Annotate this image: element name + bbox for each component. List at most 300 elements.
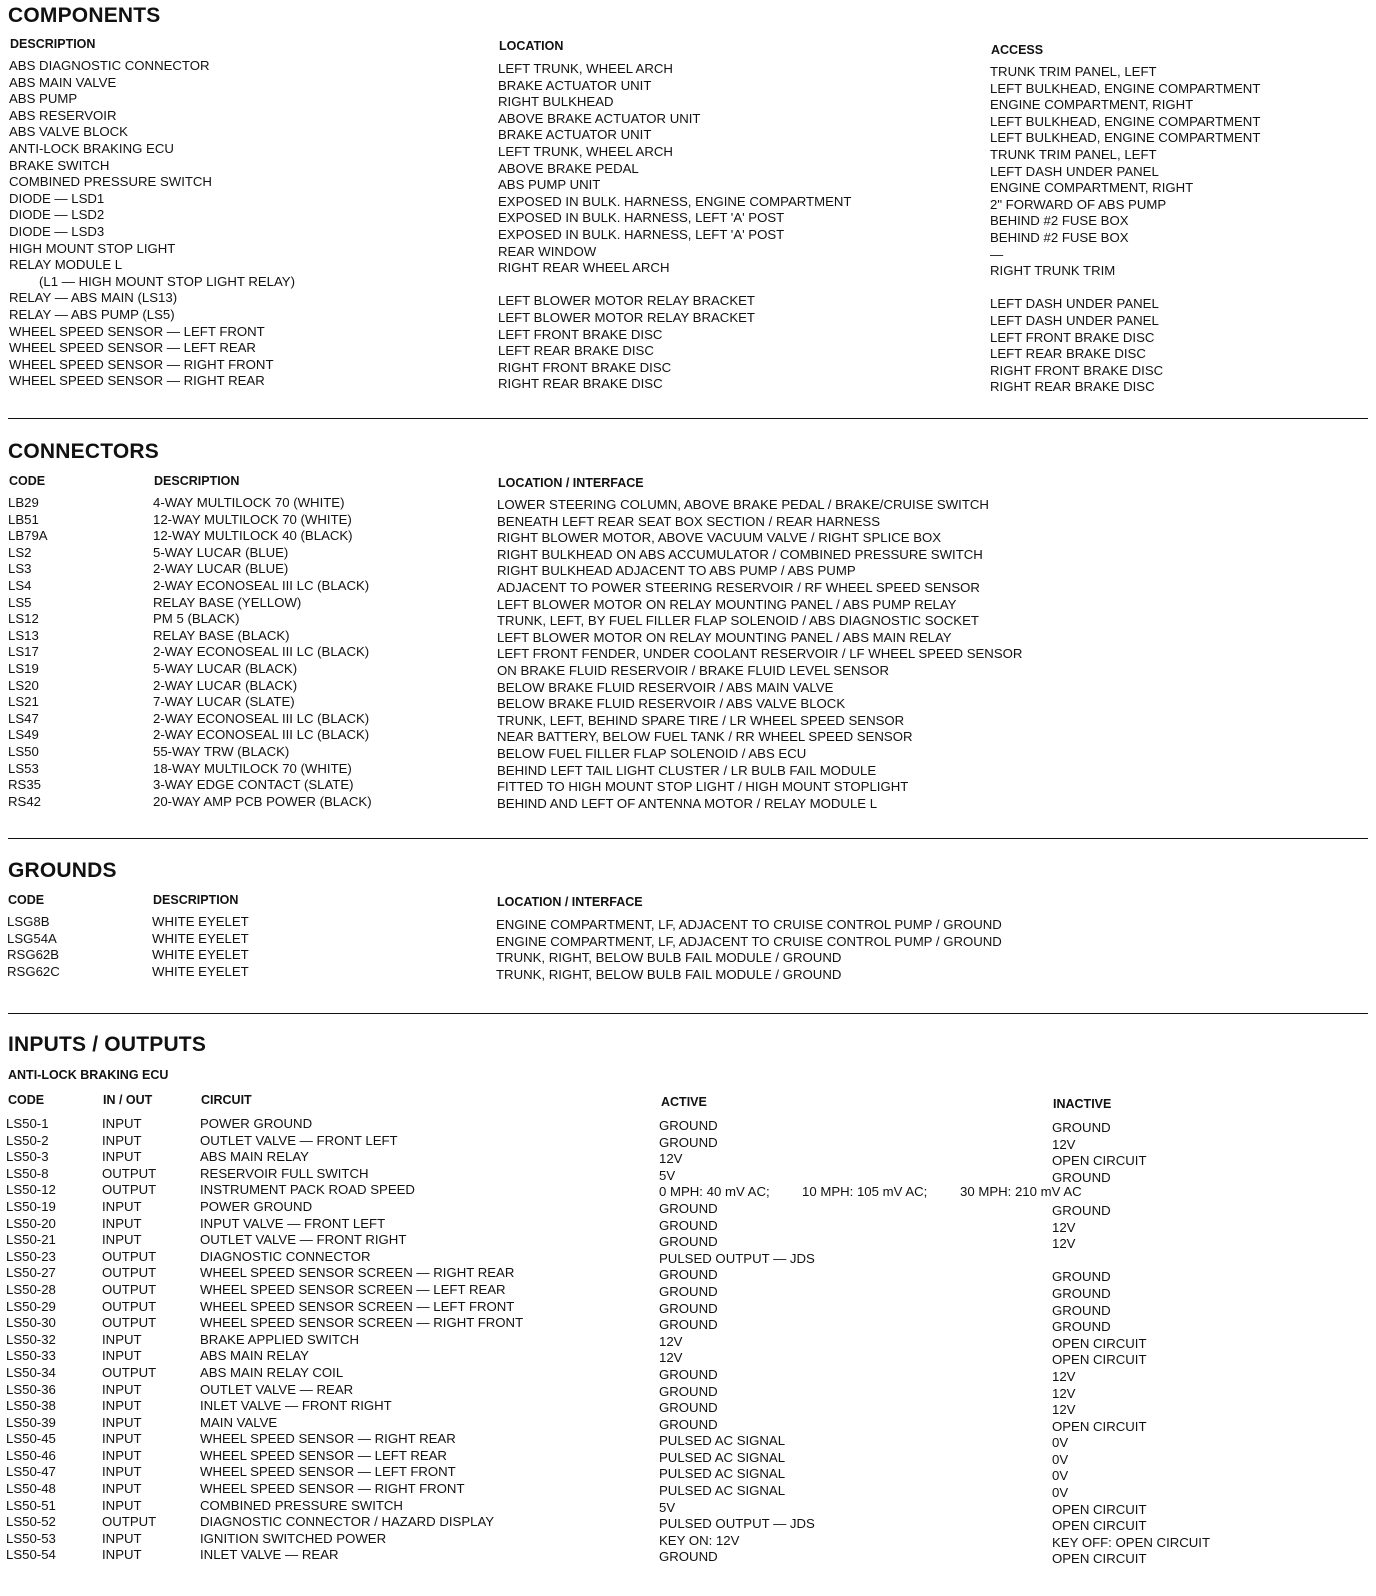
cell: LS17 xyxy=(8,644,39,660)
cell: TRUNK, RIGHT, BELOW BULB FAIL MODULE / GROUND xyxy=(496,966,842,982)
cell: RIGHT REAR WHEEL ARCH xyxy=(498,260,670,276)
cell: ABOVE BRAKE PEDAL xyxy=(498,160,639,176)
cell: 12V xyxy=(1052,1236,1076,1252)
cell: LS2 xyxy=(8,544,32,560)
cell: TRUNK, LEFT, BEHIND SPARE TIRE / LR WHEEL SPEED SENSOR xyxy=(497,712,905,728)
cell: OPEN CIRCUIT xyxy=(1052,1418,1147,1434)
cell: LEFT FRONT BRAKE DISC xyxy=(498,326,663,342)
cell: 0V xyxy=(1052,1451,1069,1467)
cell: PULSED OUTPUT — JDS xyxy=(659,1250,815,1266)
cell: 20-WAY AMP PCB POWER (BLACK) xyxy=(153,793,372,809)
cell: WHEEL SPEED SENSOR — LEFT FRONT xyxy=(200,1464,456,1480)
cell: RIGHT TRUNK TRIM xyxy=(990,263,1116,279)
cell: OPEN CIRCUIT xyxy=(1052,1335,1147,1351)
cell: POWER GROUND xyxy=(200,1198,313,1214)
cell: PULSED AC SIGNAL xyxy=(659,1433,786,1449)
cell: IGNITION SWITCHED POWER xyxy=(200,1530,387,1546)
cell: OPEN CIRCUIT xyxy=(1052,1518,1147,1534)
cell: LS50-23 xyxy=(6,1248,56,1264)
cell: INLET VALVE — FRONT RIGHT xyxy=(200,1398,392,1414)
cell: 12V xyxy=(1052,1368,1076,1384)
cell: 3-WAY EDGE CONTACT (SLATE) xyxy=(153,777,354,793)
cell: TRUNK TRIM PANEL, LEFT xyxy=(990,64,1157,79)
cell: LS3 xyxy=(8,561,32,577)
io-active-header: ACTIVE xyxy=(661,1095,707,1109)
cell: LEFT DASH UNDER PANEL xyxy=(990,296,1159,312)
cell: GROUND xyxy=(1052,1169,1111,1185)
cell: LEFT FRONT BRAKE DISC xyxy=(990,329,1155,345)
cell: PULSED AC SIGNAL xyxy=(659,1466,786,1482)
cell: 12V xyxy=(1052,1136,1076,1152)
cell: LS50-53 xyxy=(6,1530,56,1546)
cell: KEY OFF: OPEN CIRCUIT xyxy=(1052,1534,1211,1550)
cell: LS50-28 xyxy=(6,1281,56,1297)
cell: HIGH MOUNT STOP LIGHT xyxy=(9,240,176,256)
grounds-description-column xyxy=(152,914,249,980)
cell: FITTED TO HIGH MOUNT STOP LIGHT / HIGH MOUNT STOPLIGHT xyxy=(497,779,909,795)
cell: LEFT BLOWER MOTOR RELAY BRACKET xyxy=(498,293,755,309)
cell: 5V xyxy=(659,1499,676,1515)
cell: RS42 xyxy=(8,793,41,809)
connectors-title: CONNECTORS xyxy=(8,440,159,463)
cell: LS13 xyxy=(8,627,39,643)
cell: LEFT FRONT FENDER, UNDER COOLANT RESERVOIR / LF WHEEL SPEED SENSOR xyxy=(497,646,1023,662)
io-inactive-header: INACTIVE xyxy=(1053,1097,1112,1111)
cell: GROUND xyxy=(1052,1285,1111,1301)
cell: COMBINED PRESSURE SWITCH xyxy=(200,1497,403,1513)
connectors-code-column xyxy=(8,495,48,810)
cell: REAR WINDOW xyxy=(498,243,597,259)
cell: LEFT BLOWER MOTOR RELAY BRACKET xyxy=(498,309,755,325)
cell: WHEEL SPEED SENSOR SCREEN — LEFT REAR xyxy=(200,1281,506,1297)
cell: WHITE EYELET xyxy=(152,914,249,929)
cell: INPUT xyxy=(102,1348,142,1364)
grounds-title: GROUNDS xyxy=(8,859,117,882)
cell: GROUND xyxy=(659,1118,718,1133)
cell: LS50-21 xyxy=(6,1232,56,1248)
cell: BEHIND #2 FUSE BOX xyxy=(990,229,1129,245)
cell: KEY ON: 12V xyxy=(659,1532,740,1548)
cell: LS50-2 xyxy=(6,1132,49,1148)
components-description-column xyxy=(9,58,295,390)
cell: LS20 xyxy=(8,677,39,693)
cell: LS50-45 xyxy=(6,1431,56,1447)
cell: GROUND xyxy=(659,1400,718,1416)
cell: LEFT TRUNK, WHEEL ARCH xyxy=(498,143,673,159)
cell: INPUT xyxy=(102,1215,142,1231)
cell: OPEN CIRCUIT xyxy=(1052,1551,1147,1567)
cell: 5-WAY LUCAR (BLACK) xyxy=(153,660,298,676)
cell: LS50-52 xyxy=(6,1514,56,1530)
cell: OUTPUT xyxy=(102,1248,157,1264)
connectors-description-header: DESCRIPTION xyxy=(154,474,240,488)
cell: ABS RESERVOIR xyxy=(9,107,117,123)
cell: OUTLET VALVE — FRONT LEFT xyxy=(200,1132,398,1148)
cell: INPUT xyxy=(102,1530,142,1546)
components-location-column xyxy=(498,61,851,393)
cell: ABS MAIN RELAY xyxy=(200,1149,309,1165)
cell: BRAKE APPLIED SWITCH xyxy=(200,1331,360,1347)
cell: LS50-19 xyxy=(6,1198,56,1214)
cell: OUTPUT xyxy=(102,1165,157,1181)
cell: RELAY BASE (YELLOW) xyxy=(153,594,302,610)
cell: RIGHT BULKHEAD ADJACENT TO ABS PUMP / ABS PUMP xyxy=(497,563,856,579)
cell: RELAY — ABS MAIN (LS13) xyxy=(9,290,178,306)
io-circuit-header: CIRCUIT xyxy=(201,1093,252,1107)
cell: LEFT BLOWER MOTOR ON RELAY MOUNTING PANEL / ABS PUMP RELAY xyxy=(497,596,957,612)
cell: GROUND xyxy=(659,1317,718,1333)
cell: TRUNK, RIGHT, BELOW BULB FAIL MODULE / GROUND xyxy=(496,950,842,966)
cell: LEFT BULKHEAD, ENGINE COMPARTMENT xyxy=(990,80,1261,96)
cell: 12V xyxy=(659,1151,683,1167)
components-title: COMPONENTS xyxy=(8,4,161,27)
cell: WHEEL SPEED SENSOR — RIGHT FRONT xyxy=(9,356,274,372)
cell: NEAR BATTERY, BELOW FUEL TANK / RR WHEEL SPEED SENSOR xyxy=(497,729,913,745)
cell: INPUT xyxy=(102,1398,142,1414)
road-speed-10mph: 10 MPH: 105 mV AC; xyxy=(802,1184,928,1199)
cell: 12V xyxy=(659,1350,683,1366)
cell: 12-WAY MULTILOCK 40 (BLACK) xyxy=(153,528,353,544)
grounds-code-header: CODE xyxy=(8,893,45,907)
io-inout-column xyxy=(102,1116,156,1564)
cell: ENGINE COMPARTMENT, RIGHT xyxy=(990,180,1194,196)
cell: INPUT xyxy=(102,1497,142,1513)
cell xyxy=(498,277,851,294)
cell: WHEEL SPEED SENSOR — RIGHT REAR xyxy=(200,1431,456,1447)
cell: GROUND xyxy=(659,1134,718,1150)
cell: OUTPUT xyxy=(102,1298,157,1314)
cell: LB79A xyxy=(8,528,48,544)
cell: GROUND xyxy=(659,1217,718,1233)
cell: BRAKE ACTUATOR UNIT xyxy=(498,77,652,93)
cell: LB51 xyxy=(8,511,39,527)
cell: TRUNK, LEFT, BY FUEL FILLER FLAP SOLENOID / ABS DIAGNOSTIC SOCKET xyxy=(497,613,979,629)
cell: 2-WAY ECONOSEAL III LC (BLACK) xyxy=(153,727,370,743)
cell: LS5 xyxy=(8,594,32,610)
cell: ADJACENT TO POWER STEERING RESERVOIR / RF WHEEL SPEED SENSOR xyxy=(497,579,980,595)
cell: LS50-48 xyxy=(6,1481,56,1497)
cell: LS50-47 xyxy=(6,1464,56,1480)
cell: 5-WAY LUCAR (BLUE) xyxy=(153,544,289,560)
section-divider xyxy=(8,838,1368,839)
cell: LS50-8 xyxy=(6,1165,49,1181)
cell: LS4 xyxy=(8,577,32,593)
section-divider xyxy=(8,418,1368,419)
cell: LEFT DASH UNDER PANEL xyxy=(990,312,1159,328)
cell: INSTRUMENT PACK ROAD SPEED xyxy=(200,1182,415,1198)
io-title: INPUTS / OUTPUTS xyxy=(8,1033,207,1056)
cell: INPUT VALVE — FRONT LEFT xyxy=(200,1215,386,1231)
cell: ABS MAIN VALVE xyxy=(9,74,117,90)
cell: LSG8B xyxy=(7,914,50,929)
cell: LS50-33 xyxy=(6,1348,56,1364)
cell: WHEEL SPEED SENSOR — RIGHT FRONT xyxy=(200,1481,465,1497)
cell: LS50-46 xyxy=(6,1447,56,1463)
cell: RS35 xyxy=(8,777,41,793)
cell: 12V xyxy=(1052,1385,1076,1401)
cell: LS50-1 xyxy=(6,1116,49,1131)
cell: GROUND xyxy=(1052,1319,1111,1335)
cell: BRAKE SWITCH xyxy=(9,157,110,173)
cell: WHEEL SPEED SENSOR — LEFT REAR xyxy=(9,340,256,356)
cell: ENGINE COMPARTMENT, LF, ADJACENT TO CRUISE CONTROL PUMP / GROUND xyxy=(496,933,1002,949)
cell: ABS VALVE BLOCK xyxy=(9,124,128,140)
components-access-column xyxy=(990,64,1260,396)
cell: LS50-27 xyxy=(6,1265,56,1281)
cell: COMBINED PRESSURE SWITCH xyxy=(9,174,212,190)
grounds-description-header: DESCRIPTION xyxy=(153,893,239,907)
cell: WHITE EYELET xyxy=(152,963,249,979)
cell: INPUT xyxy=(102,1464,142,1480)
cell: ABS PUMP UNIT xyxy=(498,177,601,193)
cell: LS50-39 xyxy=(6,1414,56,1430)
cell: ABS MAIN RELAY COIL xyxy=(200,1364,344,1380)
grounds-code-column xyxy=(7,914,60,980)
cell: 2-WAY ECONOSEAL III LC (BLACK) xyxy=(153,577,370,593)
cell: PULSED AC SIGNAL xyxy=(659,1483,786,1499)
cell: ON BRAKE FLUID RESERVOIR / BRAKE FLUID LEVEL SENSOR xyxy=(497,662,890,678)
cell: GROUND xyxy=(659,1549,718,1565)
io-code-header: CODE xyxy=(8,1093,45,1107)
road-speed-30mph: 30 MPH: 210 mV AC xyxy=(960,1184,1082,1199)
cell: LS19 xyxy=(8,660,39,676)
cell: INPUT xyxy=(102,1547,142,1563)
cell: 12-WAY MULTILOCK 70 (WHITE) xyxy=(153,511,352,527)
connectors-code-header: CODE xyxy=(9,474,46,488)
io-circuit-column xyxy=(200,1116,523,1564)
cell: BELOW FUEL FILLER FLAP SOLENOID / ABS ECU xyxy=(497,745,807,761)
cell: OUTPUT xyxy=(102,1364,157,1380)
cell: LEFT REAR BRAKE DISC xyxy=(990,346,1146,362)
cell: EXPOSED IN BULK. HARNESS, ENGINE COMPARTMENT xyxy=(498,193,852,209)
cell: LS50-32 xyxy=(6,1331,56,1347)
cell: LS50-36 xyxy=(6,1381,56,1397)
cell: RIGHT BLOWER MOTOR, ABOVE VACUUM VALVE / RIGHT SPLICE BOX xyxy=(497,530,942,546)
cell: BRAKE ACTUATOR UNIT xyxy=(498,127,652,143)
cell: 0V xyxy=(1052,1435,1069,1451)
cell: DIAGNOSTIC CONNECTOR / HAZARD DISPLAY xyxy=(200,1514,495,1530)
cell: WHEEL SPEED SENSOR — LEFT FRONT xyxy=(9,323,265,339)
cell: OPEN CIRCUIT xyxy=(1052,1153,1147,1169)
cell: RIGHT FRONT BRAKE DISC xyxy=(498,359,672,375)
cell: LSG54A xyxy=(7,930,57,946)
cell: OUTPUT xyxy=(102,1315,157,1331)
cell: 12V xyxy=(1052,1402,1076,1418)
connectors-location-header: LOCATION / INTERFACE xyxy=(498,476,644,490)
cell: LEFT BLOWER MOTOR ON RELAY MOUNTING PANEL / ABS MAIN RELAY xyxy=(497,629,952,645)
cell: RSG62B xyxy=(7,947,60,963)
cell: WHITE EYELET xyxy=(152,930,249,946)
cell: WHEEL SPEED SENSOR — RIGHT REAR xyxy=(9,373,265,389)
io-inout-header: IN / OUT xyxy=(103,1093,153,1107)
cell: EXPOSED IN BULK. HARNESS, LEFT 'A' POST xyxy=(498,210,785,226)
cell: 12V xyxy=(1052,1219,1076,1235)
cell: INPUT xyxy=(102,1414,142,1430)
cell: PULSED OUTPUT — JDS xyxy=(659,1516,815,1532)
cell: 2-WAY LUCAR (BLACK) xyxy=(153,677,298,693)
cell: ENGINE COMPARTMENT, LF, ADJACENT TO CRUISE CONTROL PUMP / GROUND xyxy=(496,917,1002,932)
cell: WHEEL SPEED SENSOR — LEFT REAR xyxy=(200,1447,447,1463)
cell: LS49 xyxy=(8,727,39,743)
cell: DIODE — LSD3 xyxy=(9,223,105,239)
cell: RIGHT REAR BRAKE DISC xyxy=(498,376,663,392)
cell: INPUT xyxy=(102,1116,142,1131)
cell: INPUT xyxy=(102,1481,142,1497)
cell: INPUT xyxy=(102,1447,142,1463)
connectors-location-column xyxy=(497,497,1022,812)
cell: GROUND xyxy=(659,1234,718,1250)
cell: GROUND xyxy=(1052,1302,1111,1318)
cell: ANTI-LOCK BRAKING ECU xyxy=(9,140,174,156)
cell: RSG62C xyxy=(7,963,60,979)
cell: WHITE EYELET xyxy=(152,947,249,963)
cell: RELAY BASE (BLACK) xyxy=(153,627,290,643)
cell: RESERVOIR FULL SWITCH xyxy=(200,1165,369,1181)
section-divider xyxy=(8,1013,1368,1014)
cell: — xyxy=(990,246,1004,262)
cell: LS50-38 xyxy=(6,1398,56,1414)
cell: BELOW BRAKE FLUID RESERVOIR / ABS MAIN VALVE xyxy=(497,679,834,695)
cell: PULSED AC SIGNAL xyxy=(659,1449,786,1465)
cell: RELAY MODULE L xyxy=(9,257,123,273)
cell: LEFT DASH UNDER PANEL xyxy=(990,163,1159,179)
cell: LB29 xyxy=(8,495,39,510)
cell: GROUND xyxy=(659,1416,718,1432)
cell: OUTPUT xyxy=(102,1182,157,1198)
cell: 4-WAY MULTILOCK 70 (WHITE) xyxy=(153,495,345,510)
cell: LS50-20 xyxy=(6,1215,56,1231)
cell: GROUND xyxy=(659,1283,718,1299)
cell: 18-WAY MULTILOCK 70 (WHITE) xyxy=(153,760,352,776)
cell: DIODE — LSD2 xyxy=(9,207,105,223)
cell: LS50-30 xyxy=(6,1315,56,1331)
cell: LS50-3 xyxy=(6,1149,49,1165)
cell: GROUND xyxy=(1052,1269,1111,1285)
cell: ABS DIAGNOSTIC CONNECTOR xyxy=(9,58,210,73)
cell: 0V xyxy=(1052,1485,1069,1501)
io-subtitle: ANTI-LOCK BRAKING ECU xyxy=(8,1068,169,1082)
components-access-header: ACCESS xyxy=(991,43,1044,57)
cell: LS47 xyxy=(8,710,39,726)
cell: DIAGNOSTIC CONNECTOR xyxy=(200,1248,371,1264)
cell: LOWER STEERING COLUMN, ABOVE BRAKE PEDAL / BRAKE/CRUISE SWITCH xyxy=(497,497,989,512)
cell: LS50-54 xyxy=(6,1547,56,1563)
cell: RELAY — ABS PUMP (LS5) xyxy=(9,306,175,322)
cell: LEFT TRUNK, WHEEL ARCH xyxy=(498,61,673,76)
cell: INPUT xyxy=(102,1198,142,1214)
cell: WHEEL SPEED SENSOR SCREEN — RIGHT FRONT xyxy=(200,1315,524,1331)
cell: INPUT xyxy=(102,1431,142,1447)
cell: OUTPUT xyxy=(102,1265,157,1281)
cell: LEFT REAR BRAKE DISC xyxy=(498,343,654,359)
cell: GROUND xyxy=(659,1300,718,1316)
cell: WHEEL SPEED SENSOR SCREEN — RIGHT REAR xyxy=(200,1265,515,1281)
cell: LS50-51 xyxy=(6,1497,56,1513)
cell: ABS MAIN RELAY xyxy=(200,1348,309,1364)
cell: OPEN CIRCUIT xyxy=(1052,1352,1147,1368)
cell: OUTLET VALVE — FRONT RIGHT xyxy=(200,1232,407,1248)
cell: DIODE — LSD1 xyxy=(9,190,105,206)
cell: BEHIND AND LEFT OF ANTENNA MOTOR / RELAY MODULE L xyxy=(497,795,878,811)
cell: PM 5 (BLACK) xyxy=(153,611,240,627)
cell: OUTLET VALVE — REAR xyxy=(200,1381,354,1397)
cell: LS50-34 xyxy=(6,1364,56,1380)
cell: LS53 xyxy=(8,760,39,776)
cell: 0 MPH: 40 mV AC; xyxy=(659,1184,770,1200)
cell: INLET VALVE — REAR xyxy=(200,1547,339,1563)
io-active-column xyxy=(659,1118,815,1566)
cell: GROUND xyxy=(659,1366,718,1382)
cell: BENEATH LEFT REAR SEAT BOX SECTION / REAR HARNESS xyxy=(497,513,881,529)
cell: WHEEL SPEED SENSOR SCREEN — LEFT FRONT xyxy=(200,1298,515,1314)
components-location-header: LOCATION xyxy=(499,39,564,53)
cell: BEHIND LEFT TAIL LIGHT CLUSTER / LR BULB FAIL MODULE xyxy=(497,762,877,778)
cell: LS21 xyxy=(8,694,39,710)
cell: BELOW BRAKE FLUID RESERVOIR / ABS VALVE BLOCK xyxy=(497,696,846,712)
cell: RIGHT BULKHEAD xyxy=(498,94,614,110)
cell: MAIN VALVE xyxy=(200,1414,278,1430)
cell: LEFT BULKHEAD, ENGINE COMPARTMENT xyxy=(990,113,1261,129)
cell: GROUND xyxy=(659,1383,718,1399)
cell xyxy=(990,280,1260,297)
cell: 55-WAY TRW (BLACK) xyxy=(153,743,290,759)
cell: LEFT BULKHEAD, ENGINE COMPARTMENT xyxy=(990,130,1261,146)
cell: 2-WAY LUCAR (BLUE) xyxy=(153,561,289,577)
cell: BEHIND #2 FUSE BOX xyxy=(990,213,1129,229)
cell: 2" FORWARD OF ABS PUMP xyxy=(990,196,1167,212)
cell: 12V xyxy=(659,1333,683,1349)
grounds-location-column xyxy=(496,917,1002,983)
cell: INPUT xyxy=(102,1132,142,1148)
cell: LS50-12 xyxy=(6,1182,56,1198)
cell: RIGHT FRONT BRAKE DISC xyxy=(990,362,1164,378)
cell: 5V xyxy=(659,1167,676,1183)
cell: ABOVE BRAKE ACTUATOR UNIT xyxy=(498,110,701,126)
cell: OPEN CIRCUIT xyxy=(1052,1501,1147,1517)
cell: LS12 xyxy=(8,611,39,627)
cell: INPUT xyxy=(102,1232,142,1248)
cell: (L1 — HIGH MOUNT STOP LIGHT RELAY) xyxy=(39,273,295,289)
cell: GROUND xyxy=(659,1200,718,1216)
cell: RIGHT BULKHEAD ON ABS ACCUMULATOR / COMBINED PRESSURE SWITCH xyxy=(497,546,983,562)
cell: RIGHT REAR BRAKE DISC xyxy=(990,379,1155,395)
cell: LS50 xyxy=(8,743,39,759)
cell: GROUND xyxy=(659,1267,718,1283)
cell: 0V xyxy=(1052,1468,1069,1484)
cell: ABS PUMP xyxy=(9,91,78,107)
cell: POWER GROUND xyxy=(200,1116,313,1131)
cell: INPUT xyxy=(102,1381,142,1397)
cell: INPUT xyxy=(102,1149,142,1165)
cell: ENGINE COMPARTMENT, RIGHT xyxy=(990,97,1194,113)
cell: EXPOSED IN BULK. HARNESS, LEFT 'A' POST xyxy=(498,226,785,242)
cell: GROUND xyxy=(1052,1202,1111,1218)
components-description-header: DESCRIPTION xyxy=(10,37,96,51)
cell: 2-WAY ECONOSEAL III LC (BLACK) xyxy=(153,644,370,660)
grounds-location-header: LOCATION / INTERFACE xyxy=(497,895,643,909)
cell xyxy=(1052,1253,1210,1270)
io-code-column xyxy=(6,1116,56,1564)
connectors-description-column xyxy=(153,495,372,810)
cell: 7-WAY LUCAR (SLATE) xyxy=(153,694,295,710)
cell: OUTPUT xyxy=(102,1281,157,1297)
cell: INPUT xyxy=(102,1331,142,1347)
cell: GROUND xyxy=(1052,1120,1111,1135)
cell: TRUNK TRIM PANEL, LEFT xyxy=(990,146,1157,162)
cell: 2-WAY ECONOSEAL III LC (BLACK) xyxy=(153,710,370,726)
cell: LS50-29 xyxy=(6,1298,56,1314)
cell: OUTPUT xyxy=(102,1514,157,1530)
